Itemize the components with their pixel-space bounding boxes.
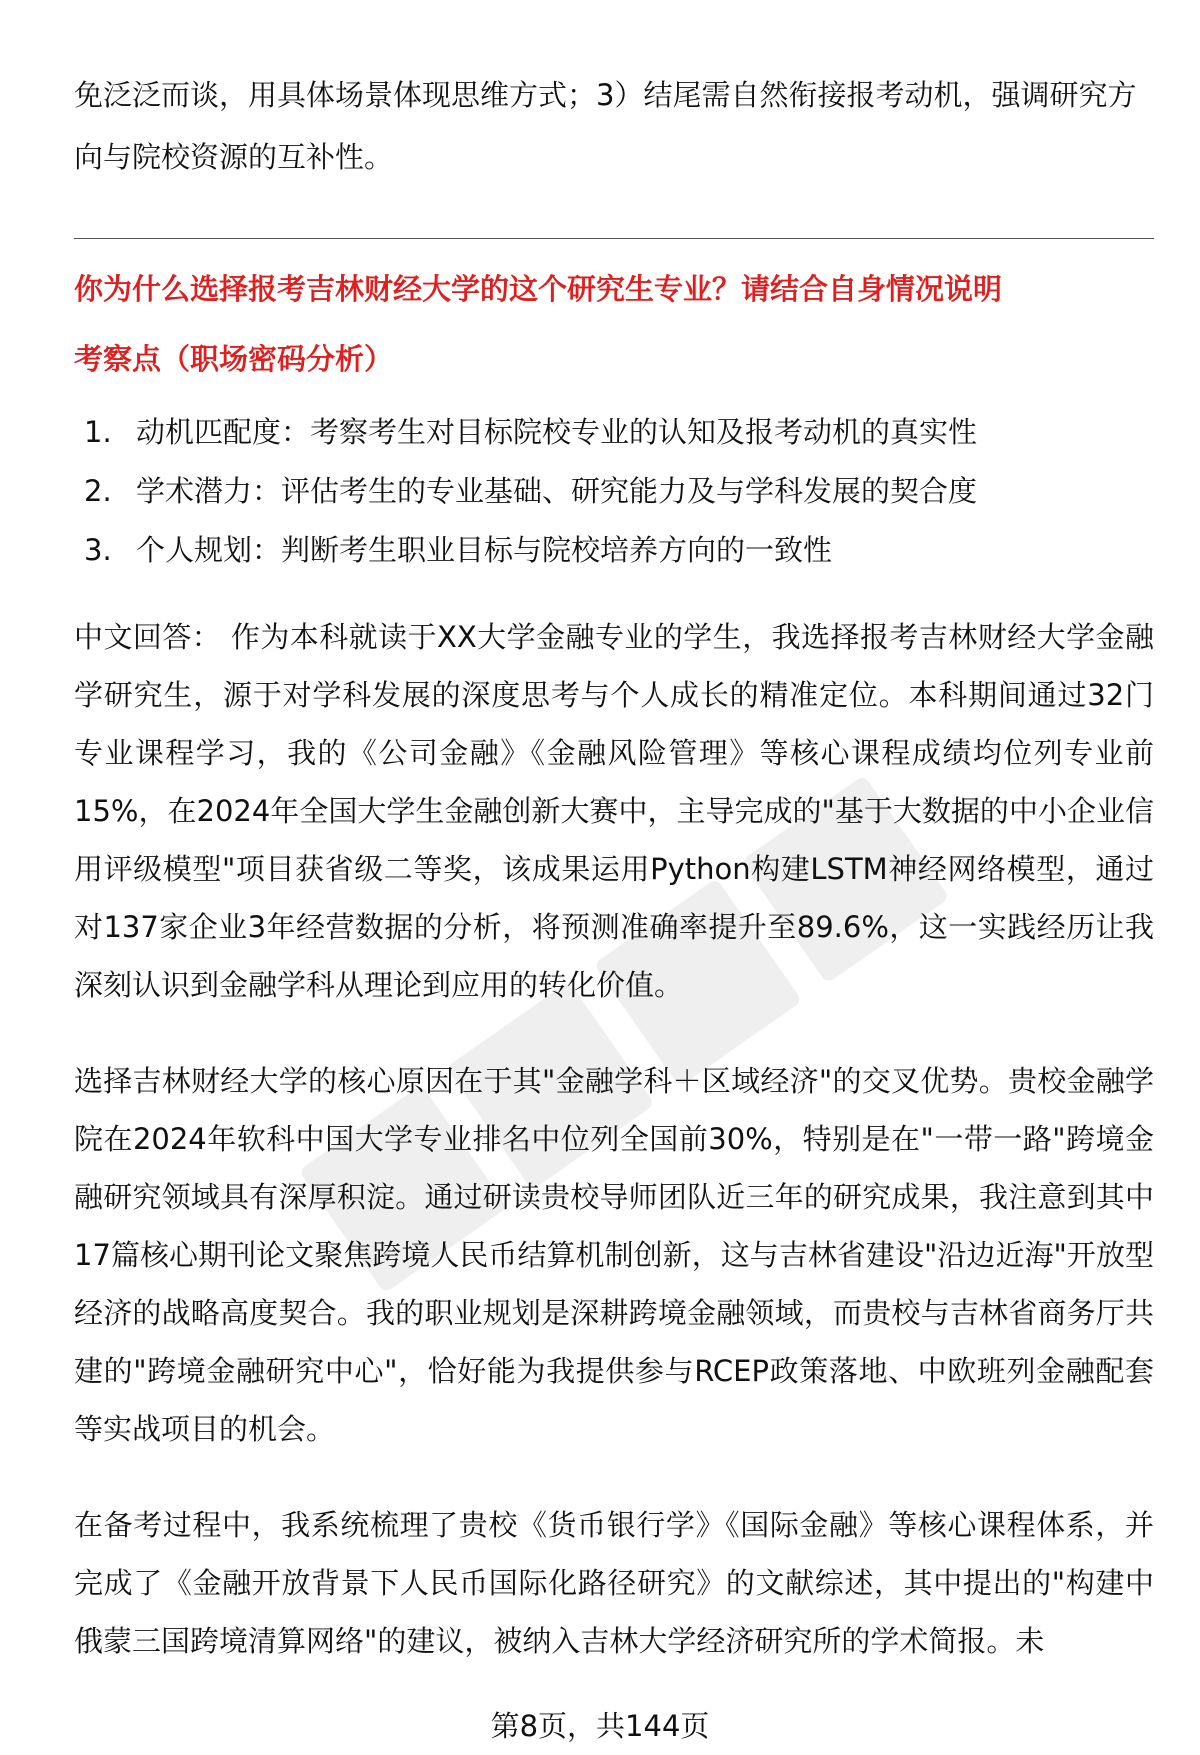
list-item-text: 动机匹配度：考察考生对目标院校专业的认知及报考动机的真实性	[136, 415, 978, 449]
list-item-text: 个人规划：判断考生职业目标与院校培养方向的一致性	[136, 533, 833, 567]
list-item	[74, 462, 1154, 521]
list-item	[74, 521, 1154, 580]
intro-paragraph: 免泛泛而谈，用具体场景体现思维方式；3）结尾需自然衔接报考动机，强调研究方向与院校资源的互补性。	[74, 78, 1137, 174]
analysis-heading: 考察点（职场密码分析）	[74, 342, 394, 376]
list-item-number: 1.	[84, 415, 112, 449]
answer-paragraph-2: 选择吉林财经大学的核心原因在于其"金融学科＋区域经济"的交叉优势。贵校金融学院在2024年软科中国大学专业排名中位列全国前30%，特别是在"一带一路"跨境金融研究领域具有深厚积淀。通过研读贵校导师团队近三年的研究成果，我注意到其中17篇核心期刊论文聚焦跨境人民币结算机制创新，这与吉林省建设"沿边近海"开放型经济的战略高度契合。我的职业规划是深耕跨境金融领域，而贵校与吉林省商务厅共建的"跨境金融研究中心"，恰好能为我提供参与RCEP政策落地、中欧班列金融配套等实战项目的机会。	[74, 1064, 1154, 1446]
section-divider	[74, 238, 1154, 239]
answer-paragraph-3: 在备考过程中，我系统梳理了贵校《货币银行学》《国际金融》等核心课程体系，并完成了《金融开放背景下人民币国际化路径研究》的文献综述，其中提出的"构建中俄蒙三国跨境清算网络"的建议，被纳入吉林大学经济研究所的学术简报。未	[74, 1508, 1154, 1658]
list-item-number: 3.	[84, 533, 112, 567]
list-item-number: 2.	[84, 474, 112, 508]
list-item-text: 学术潜力：评估考生的专业基础、研究能力及与学科发展的契合度	[136, 474, 978, 508]
question-heading: 你为什么选择报考吉林财经大学的这个研究生专业？请结合自身情况说明	[74, 272, 1003, 306]
analysis-points-list	[74, 403, 1154, 580]
page-number-footer: 第8页，共144页	[490, 1709, 710, 1743]
answer-paragraph-1: 中文回答： 作为本科就读于XX大学金融专业的学生，我选择报考吉林财经大学金融学研究生，源于对学科发展的深度思考与个人成长的精准定位。本科期间通过32门专业课程学习，我的《公司金融》《金融风险管理》等核心课程成绩均位列专业前15%，在2024年全国大学生金融创新大赛中，主导完成的"基于大数据的中小企业信用评级模型"项目获省级二等奖，该成果运用Python构建LSTM神经网络模型，通过对137家企业3年经营数据的分析，将预测准确率提升至89.6%，这一实践经历让我深刻认识到金融学科从理论到应用的转化价值。	[74, 620, 1154, 1002]
list-item	[74, 403, 1154, 462]
page-content	[74, 64, 1154, 1670]
